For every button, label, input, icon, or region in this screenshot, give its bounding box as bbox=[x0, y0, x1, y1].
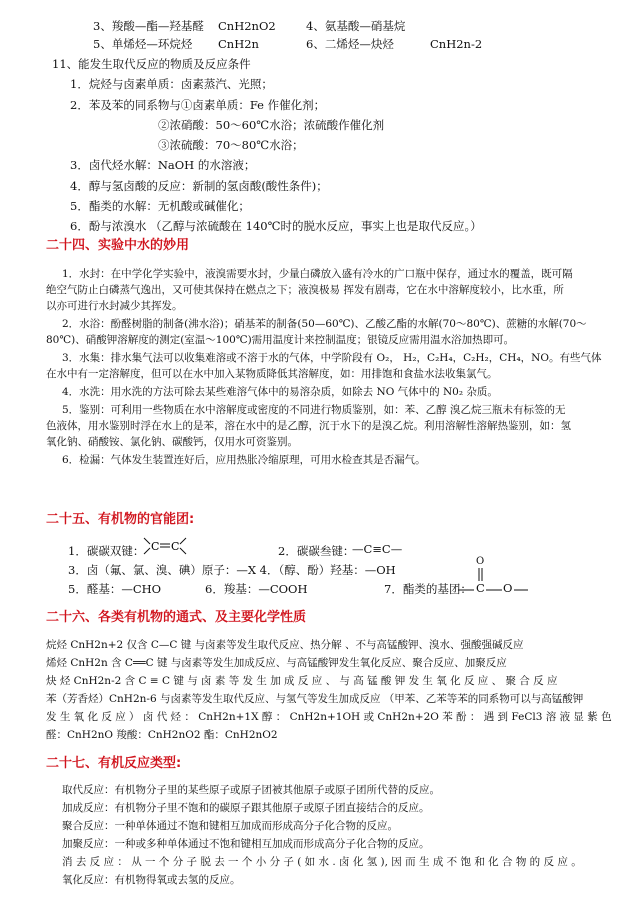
section-26-heading: 二十六、各类有机物的通式、及主要化学性质 bbox=[46, 610, 307, 625]
substitution-item: ②浓硝酸：50～60℃水浴；浓硫酸作催化剂 bbox=[158, 118, 385, 132]
substitution-item: 3．卤代烃水解：NaOH 的水溶液； bbox=[70, 158, 256, 172]
substitution-item: 1．烷烃与卤素单质：卤素蒸汽、光照； bbox=[70, 77, 273, 91]
paragraph-line: 氧化钠、硝酸铵、氯化钠、碳酸钙，仅用水可资鉴别。 bbox=[46, 436, 298, 448]
triple-bond-symbol: —C≡C— bbox=[352, 542, 403, 556]
reaction-type-line: 氧化反应：有机物得氧或去氢的反应。 bbox=[62, 874, 241, 886]
ester-single-bonds bbox=[456, 582, 536, 598]
ester-carbon: C bbox=[476, 581, 485, 595]
general-formula-line: 发 生 氧 化 反 应 ） 卤 代 烃 ： CnH2n+1X 醇 ： CnH2n+1OH 或 CnH2n+2O 苯 酚 ： 遇 到 FeCl3 溶 液 显 紫 色 bbox=[46, 711, 612, 723]
section-25-heading: 二十五、有机物的官能团: bbox=[46, 512, 195, 527]
paragraph-line: 80℃)、硝酸钾溶解度的测定(室温～100℃)需用温度计来控制温度；银镜反应需用温水浴加热即可。 bbox=[46, 334, 515, 346]
reaction-type-line: 加成反应：有机物分子里不饱和的碳原子跟其他原子或原子团直接结合的反应。 bbox=[62, 802, 430, 814]
general-formula-line: 醛：CnH2nO 羧酸：CnH2nO2 酯：CnH2nO2 bbox=[46, 729, 278, 741]
svg-text:C: C bbox=[151, 540, 160, 553]
general-formula-line: 烷烃 CnH2n+2 仅含 C—C 键 与卤素等发生取代反应、热分解 、不与高锰酸钾、溴水、强酸强碱反应 bbox=[46, 639, 524, 651]
paragraph-line: 1．水封：在中学化学实验中，液溴需要水封，少量白磷放入盛有冷水的广口瓶中保存，通过水的覆盖，既可隔 bbox=[62, 268, 573, 280]
aldehyde-group: 5．醛基：—CHO bbox=[68, 582, 162, 596]
triple-bond-label: 2．碳碳叁键： bbox=[278, 544, 355, 558]
substitution-item: 2．苯及苯的同系物与①卤素单质：Fe 作催化剂； bbox=[70, 98, 326, 112]
section-11-title: 11、能发生取代反应的物质及反应条件 bbox=[52, 57, 251, 71]
section-27-heading: 二十七、有机反应类型: bbox=[46, 756, 182, 771]
reaction-type-line: 取代反应：有机物分子里的某些原子或原子团被其他原子或原子团所代替的反应。 bbox=[62, 784, 440, 796]
paragraph-line: 4．水洗：用水洗的方法可除去某些难溶气体中的易溶杂质，如除去 NO 气体中的 N0₂ 杂质。 bbox=[62, 386, 498, 398]
paragraph-line: 以亦可进行水封减少其挥发。 bbox=[46, 300, 183, 312]
reaction-type-line: 消 去 反 应 ： 从 一 个 分 子 脱 去 一 个 小 分 子 ( 如 水 . 卤 化 氢 ), 因 而 生 成 不 饱 和 化 合 物 的 反 应 。 bbox=[62, 856, 582, 868]
substitution-item: 5．酯类的水解：无机酸或碱催化； bbox=[70, 199, 250, 213]
paragraph-line: 绝空气防止白磷蒸气逸出，又可使其保持在燃点之下；液溴极易 挥发有剧毒，它在水中溶解度较小，比水重，所 bbox=[46, 284, 564, 296]
paragraph-line: 5．鉴别：可利用一些物质在水中溶解度或密度的不同进行物质鉴别，如：苯、乙醇 溴乙烷三瓶未有标签的无 bbox=[62, 404, 566, 416]
substitution-item: 6．酚与浓溴水 （乙醇与浓硫酸在 140℃时的脱水反应，事实上也是取代反应。） bbox=[70, 219, 482, 233]
section-24-heading: 二十四、实验中水的妙用 bbox=[46, 238, 190, 253]
substitution-item: 4．醇与氢卤酸的反应：新制的氢卤酸(酸性条件)； bbox=[70, 179, 328, 193]
isomer-line-3: 3、羧酸—酯—羟基醛 bbox=[93, 19, 204, 33]
ester-group-label: 7．酯类的基团： bbox=[384, 582, 472, 596]
paragraph-line: 在水中有一定溶解度，但可以在水中加入某物质降低其溶解度，如：用排饱和食盐水法收集氯气。 bbox=[46, 368, 498, 380]
double-bond-label: 1．碳碳双键： bbox=[68, 544, 145, 558]
paragraph-line: 色液体，用水鉴别时浮在水上的是苯，溶在水中的是乙醇，沉于水下的是溴乙烷。利用溶解性溶解热鉴别，如：氢 bbox=[46, 420, 571, 432]
isomer-line-6: 6、二烯烃—炔烃 bbox=[306, 37, 394, 51]
ester-carbonyl-oxygen: O bbox=[476, 556, 485, 567]
general-formula-line: 苯（芳香烃）CnH2n-6 与卤素等发生取代反应、与氢气等发生加成反应 （甲苯、乙苯等苯的同系物可以与高锰酸钾 bbox=[46, 693, 584, 705]
general-formula-line: 烯烃 CnH2n 含 C══C 键 与卤素等发生加成反应、与高锰酸钾发生氧化反应、聚合反应、加聚反应 bbox=[46, 657, 507, 669]
paragraph-line: 3．水集：排水集气法可以收集难溶或不溶于水的气体，中学阶段有 O₂， H₂，C₂H₄，C₂H₂，CH₄，NO。有些气体 bbox=[62, 352, 602, 364]
halogen-hydroxyl-row: 3．卤（氟、氯、溴、碘）原子：—X 4．（醇、酚）羟基：—OH bbox=[68, 563, 396, 577]
ester-double-bond-lines bbox=[477, 568, 485, 582]
carbon-double-bond-structure bbox=[142, 534, 192, 558]
ester-oxygen: O bbox=[503, 581, 513, 595]
reaction-type-line: 聚合反应：一种单体通过不饱和键相互加成而形成高分子化合物的反应。 bbox=[62, 820, 398, 832]
formula-cnh2n: CnH2n bbox=[218, 37, 259, 51]
isomer-line-4: 4、氨基酸—硝基烷 bbox=[306, 19, 406, 33]
paragraph-line: 2．水浴：酚醛树脂的制备(沸水浴)；硝基苯的制备(50—60℃)、乙酸乙酯的水解(70～80℃)、蔗糖的水解(70～ bbox=[62, 318, 587, 330]
reaction-type-line: 加聚反应：一种或多种单体通过不饱和键相互加成而形成高分子化合物的反应。 bbox=[62, 838, 430, 850]
substitution-item: ③浓硫酸：70～80℃水浴； bbox=[158, 138, 304, 152]
svg-text:C: C bbox=[171, 540, 180, 553]
formula-cnh2n-2: CnH2n-2 bbox=[430, 37, 483, 51]
paragraph-line: 6．检漏：气体发生装置连好后，应用热胀冷缩原理，可用水检查其是否漏气。 bbox=[62, 454, 426, 466]
carboxyl-group: 6．羧基：—COOH bbox=[205, 582, 308, 596]
general-formula-line: 炔 烃 CnH2n-2 含 C ≡ C 键 与 卤 素 等 发 生 加 成 反 应 、 与 高 锰 酸 钾 发 生 氧 化 反 应 、 聚 合 反 应 bbox=[46, 675, 558, 687]
formula-cnh2no2: CnH2nO2 bbox=[218, 19, 276, 33]
isomer-line-5: 5、单烯烃—环烷烃 bbox=[93, 37, 193, 51]
